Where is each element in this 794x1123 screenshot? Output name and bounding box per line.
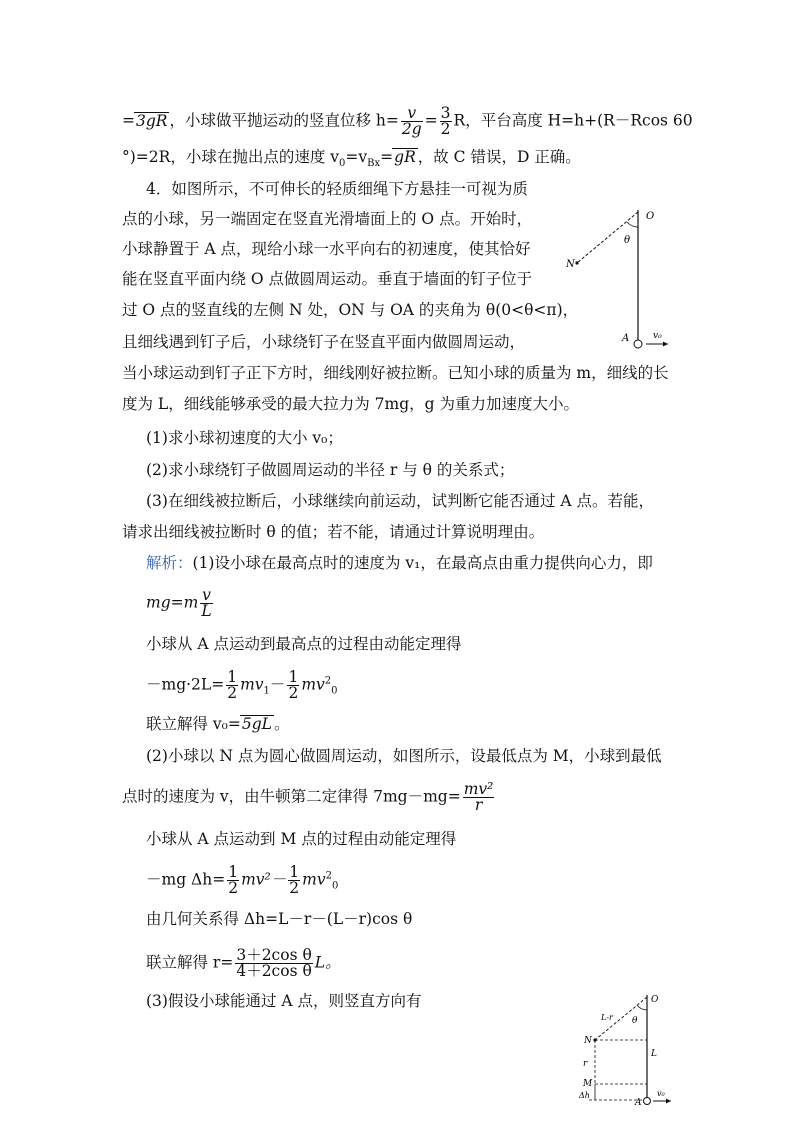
label-v0-2: v₀ [657, 1089, 665, 1098]
arrow-head [663, 342, 668, 347]
problem-line-3: 小球静置于 A 点，现给小球一水平向右的初速度，使其恰好 [122, 240, 531, 258]
problem-line-4: 能在竖直平面内绕 O 点做圆周运动。垂直于墙面的钉子位于 [122, 270, 533, 288]
solution-step-9: (3)假设小球能通过 A 点，则竖直方向有 [146, 992, 422, 1010]
solution-step-6: 小球从 A 点运动到 M 点的过程由动能定理得 [146, 830, 457, 848]
solution-step-2: 小球从 A 点运动到最高点的过程由动能定理得 [146, 635, 462, 653]
label-O-2: O [651, 995, 659, 1005]
sqrt-5gL: 5gL [241, 715, 272, 733]
sqrt-3gR: 3gR [136, 111, 168, 130]
question-1: (1)求小球初速度的大小 v₀； [146, 429, 343, 447]
label-O: O [646, 211, 655, 222]
ball-2 [644, 1098, 651, 1105]
label-theta-2: θ [632, 1016, 638, 1026]
solution-step-5: 点时的速度为 v，由牛顿第二定律得 7mg－mg= $\frac{\text{mv²}}{r}$ [122, 780, 494, 814]
question-2: (2)求小球绕钉子做圆周运动的半径 r 与 θ 的关系式； [146, 461, 515, 479]
label-theta: θ [624, 235, 631, 246]
problem-line-1: 4．如图所示，不可伸长的轻质细绳下方悬挂一可视为质 [146, 180, 528, 198]
pendulum-figure [560, 205, 700, 355]
fraction-v-2g: $\frac{v}{2g}$ [401, 104, 422, 138]
solution-step-7: 由几何关系得 Δh=L－r－(L－r)cos θ [146, 910, 413, 928]
equation-3: －mg Δh= $\frac{1}{2}$ mv²－ $\frac{1}{2}$ $mv^2_0$ [146, 863, 339, 897]
label-M: M [583, 1079, 593, 1089]
geometry-figure [575, 990, 685, 1115]
jiexi-label: 解析： [146, 554, 193, 572]
angle-arc [627, 222, 638, 227]
angle-arc-2 [637, 1005, 647, 1010]
label-L: L [651, 1049, 657, 1059]
equation-2: －mg·2L= $\frac{1}{2}$ $mv_1-$ $\frac{1}{2}$ $mv^2_0$ [146, 668, 338, 702]
problem-line-6: 且细线遇到钉子后，小球绕钉子在竖直平面内做圆周运动， [122, 333, 526, 351]
sqrt-gR: gR [394, 148, 416, 166]
solution-line-1: =3gR ，小球做平抛运动的竖直位移 h= $\frac{v}{2g}$ = $\frac{3}{2}$ R，平台高度 H=h+(R－Rcos 60 [122, 104, 693, 138]
label-v0: v₀ [653, 331, 662, 341]
solution-step-8: 联立解得 r= $\frac{\text{3＋2cos θ}}{\text{4＋2cos θ}}$ L。 [146, 946, 341, 980]
solution-step-3: 联立解得 v₀=5gL 。 [146, 715, 290, 733]
question-3b: 请求出细线被拉断时 θ 的值；若不能，请通过计算说明理由。 [122, 523, 545, 541]
arrow-head-2 [666, 1099, 671, 1104]
label-N: N [566, 259, 575, 270]
label-r: r [583, 1059, 588, 1069]
label-N-2: N [584, 1036, 592, 1046]
problem-line-2: 点的小球，另一端固定在竖直光滑墙面上的 O 点。开始时， [122, 210, 533, 228]
label-A: A [622, 333, 630, 344]
nail-dot-2 [593, 1038, 596, 1041]
problem-line-7: 当小球运动到钉子正下方时，细线刚好被拉断。已知小球的质量为 m，细线的长 [122, 364, 669, 382]
solution-step-1: 解析：(1)设小球在最高点时的速度为 v₁，在最高点由重力提供向心力，即 [146, 554, 653, 572]
label-dh: Δh [579, 1091, 590, 1100]
solution-step-4: (2)小球以 N 点为圆心做圆周运动，如图所示，设最低点为 M，小球到最低 [146, 747, 662, 765]
label-A-2: A [635, 1098, 642, 1108]
label-Lr: L-r [601, 1013, 613, 1022]
ball [634, 340, 642, 348]
problem-line-8: 度为 L，细线能够承受的最大拉力为 7mg，g 为重力加速度大小。 [122, 395, 579, 413]
nail-dot [575, 261, 578, 264]
solution-line-2: °)=2R，小球在抛出点的速度 $v_0=v_{Bx}=gR$ ，故 C 错误，D 正确。 [122, 148, 581, 170]
equation-1: mg=m $\frac{v}{L}$ [146, 586, 212, 620]
question-3a: (3)在细线被拉断后，小球继续向前运动，试判断它能否通过 A 点。若能， [146, 492, 655, 510]
fraction-3-2: $\frac{3}{2}$ [440, 104, 451, 138]
problem-line-5: 过 O 点的竖直线的左侧 N 处，ON 与 OA 的夹角为 θ(0<θ<π)， [122, 301, 579, 319]
